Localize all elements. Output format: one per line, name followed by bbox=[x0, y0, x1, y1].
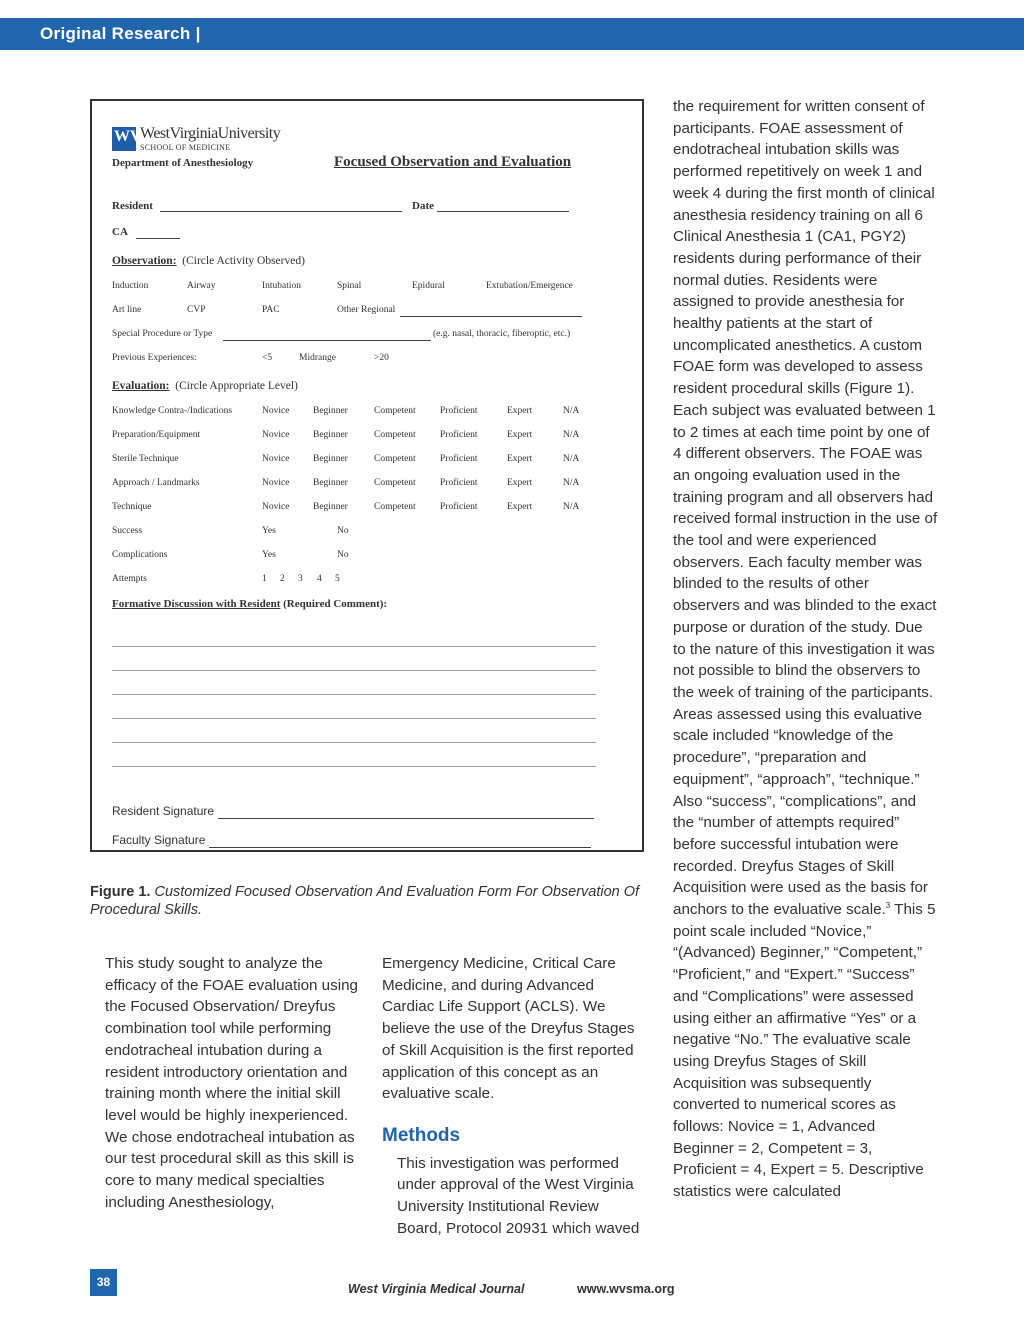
activity-extubation: Extubation/Emergence bbox=[486, 281, 573, 291]
level-expert: Expert bbox=[507, 454, 533, 464]
caption-text: Customized Focused Observation And Evaluation Form For Observation Of Procedural Skills. bbox=[90, 884, 640, 918]
success-yes: Yes bbox=[262, 526, 276, 536]
discussion-heading bbox=[112, 598, 387, 610]
activity-induction: Induction bbox=[112, 281, 149, 291]
page-number: 38 bbox=[90, 1269, 117, 1296]
level-competent: Competent bbox=[374, 502, 416, 512]
level-proficient: Proficient bbox=[440, 406, 478, 416]
level-expert: Expert bbox=[507, 406, 533, 416]
criterion-approach: Approach / Landmarks bbox=[112, 478, 200, 488]
level-competent: Competent bbox=[374, 406, 416, 416]
body-column-middle bbox=[382, 953, 644, 1239]
complications-label: Complications bbox=[112, 550, 168, 560]
observation-hint: (Circle Activity Observed) bbox=[182, 255, 305, 267]
other-regional-line bbox=[400, 316, 582, 317]
activity-pac: PAC bbox=[262, 305, 280, 315]
attempt-4: 4 bbox=[317, 574, 322, 584]
level-expert: Expert bbox=[507, 478, 533, 488]
section-label: Original Research | bbox=[40, 24, 201, 43]
paragraph-intro: This study sought to analyze the efficacy of the FOAE evaluation using the Focused Observation/ Dreyfus combination tool while performing endotracheal intubation during a resident introductory orientation and training month where the initial skill level would be highly inexperienced. We chose endotracheal intubation as our test procedural skill as this skill is core to many medical specialties including Anesthesiology, bbox=[105, 955, 358, 1211]
website-url: www.wvsma.org bbox=[577, 1282, 675, 1296]
success-no: No bbox=[337, 526, 349, 536]
ca-label: CA bbox=[112, 226, 128, 238]
level-novice: Novice bbox=[262, 502, 290, 512]
form-title: Focused Observation and Evaluation bbox=[334, 154, 572, 170]
resident-signature-label: Resident Signature bbox=[112, 804, 215, 818]
level-competent: Competent bbox=[374, 478, 416, 488]
paragraph-methods: This investigation was performed under approval of the West Virginia University Institutional Review Board, Protocol 20931 which waved bbox=[397, 1154, 640, 1237]
level-proficient: Proficient bbox=[440, 430, 478, 440]
discussion-suffix: (Required Comment): bbox=[283, 598, 388, 610]
discussion-line bbox=[112, 766, 596, 767]
faculty-signature-line bbox=[209, 847, 591, 848]
faculty-signature-label: Faculty Signature bbox=[112, 833, 206, 847]
date-label: Date bbox=[412, 200, 434, 212]
methods-text-a: the requirement for written consent of participants. FOAE assessment of endotracheal intubation skills was performed repetitively on week 1 and week 4 during the first month of clinical anesthesia residency training on all 6 Clinical Anesthesia 1 (CA1, PGY2) residents during performance of their normal duties. Residents were assigned to provide anesthesia for healthy patients at the start of uncomplicated anesthetics. A custom FOAE form was developed to assess resident procedural skills (Figure 1). Each subject was evaluated between 1 to 2 times at each time point by one of 4 different observers. The FOAE was an ongoing evaluation used in the training program and all observers had received formal instruction in the use of the tool and were experienced observers. Each faculty member was blinded to the results of other observers and was blinded to the exact purpose or duration of the study. Due to the nature of this investigation it was not possible to blind the observers to the week of training of the participants. Areas assessed using this evaluative scale included “knowledge of the procedure”, “preparation and equipment”, “approach”, “technique.” Also “success”, “complications”, and the “number of attempts required” before successful intubation were recorded. Dreyfus Stages of Skill Acquisition were used as the basis for anchors to the evaluative scale. bbox=[673, 98, 938, 919]
level-na: N/A bbox=[563, 502, 580, 512]
activity-spinal: Spinal bbox=[337, 281, 362, 291]
discussion-line bbox=[112, 646, 596, 647]
level-beginner: Beginner bbox=[313, 430, 348, 440]
criterion-technique: Technique bbox=[112, 502, 152, 512]
previous-option-gt20: >20 bbox=[374, 353, 389, 363]
criterion-preparation: Preparation/Equipment bbox=[112, 430, 201, 440]
criterion-sterile: Sterile Technique bbox=[112, 454, 179, 464]
level-novice: Novice bbox=[262, 430, 290, 440]
attempts-label: Attempts bbox=[112, 574, 147, 584]
level-competent: Competent bbox=[374, 430, 416, 440]
methods-text-b: This 5 point scale included “Novice,” “(Advanced) Beginner,” “Competent,” “Proficient,” and “Expert.” “Success” and “Complications” were assessed using either an affirmative “Yes” or a negative “No.” The evaluative scale using Dreyfus Stages of Skill Acquisition was subsequently converted to numerical scores as follows: Novice = 1, Advanced Beginner = 2, Competent = 3, Proficient = 4, Expert = 5. Descriptive statistics were calculated bbox=[673, 901, 936, 1201]
previous-option-lt5: <5 bbox=[262, 353, 273, 363]
activity-airway: Airway bbox=[187, 281, 216, 291]
attempt-2: 2 bbox=[280, 574, 285, 584]
level-beginner: Beginner bbox=[313, 502, 348, 512]
methods-heading: Methods bbox=[382, 1124, 461, 1146]
level-novice: Novice bbox=[262, 478, 290, 488]
previous-option-midrange: Midrange bbox=[299, 353, 336, 363]
level-na: N/A bbox=[563, 406, 580, 416]
discussion-line bbox=[112, 694, 596, 695]
figure-caption bbox=[90, 883, 650, 919]
observation-label: Observation: bbox=[112, 255, 177, 267]
activity-art-line: Art line bbox=[112, 305, 142, 315]
success-label: Success bbox=[112, 526, 143, 536]
resident-line bbox=[160, 211, 402, 212]
level-beginner: Beginner bbox=[313, 406, 348, 416]
activity-epidural: Epidural bbox=[412, 281, 445, 291]
activity-other-regional: Other Regional bbox=[337, 305, 396, 315]
paragraph-continued: Emergency Medicine, Critical Care Medicine, and during Advanced Cardiac Life Support (ACLS). We believe the use of the Dreyfus Stages of Skill Acquisition is the first reported application of this concept as an evaluative scale. bbox=[382, 955, 635, 1103]
journal-name: West Virginia Medical Journal bbox=[348, 1282, 525, 1296]
resident-label: Resident bbox=[112, 200, 153, 212]
level-na: N/A bbox=[563, 430, 580, 440]
level-expert: Expert bbox=[507, 430, 533, 440]
discussion-line bbox=[112, 670, 596, 671]
attempt-5: 5 bbox=[335, 574, 340, 584]
level-expert: Expert bbox=[507, 502, 533, 512]
resident-signature-line bbox=[218, 818, 594, 819]
level-proficient: Proficient bbox=[440, 478, 478, 488]
attempt-1: 1 bbox=[262, 574, 267, 584]
ca-line bbox=[136, 238, 180, 239]
body-column-right bbox=[673, 96, 938, 1203]
date-line bbox=[437, 211, 569, 212]
attempt-3: 3 bbox=[298, 574, 303, 584]
university-name: WestVirginiaUniversity bbox=[140, 125, 281, 142]
level-proficient: Proficient bbox=[440, 454, 478, 464]
evaluation-heading bbox=[112, 380, 298, 392]
level-novice: Novice bbox=[262, 454, 290, 464]
department-name: Department of Anesthesiology bbox=[112, 157, 254, 169]
special-procedure-hint: (e.g. nasal, thoracic, fiberoptic, etc.) bbox=[433, 329, 571, 339]
school-name: SCHOOL OF MEDICINE bbox=[140, 143, 231, 152]
previous-experiences-label: Previous Experiences: bbox=[112, 353, 197, 363]
evaluation-hint: (Circle Appropriate Level) bbox=[175, 380, 298, 392]
discussion-line bbox=[112, 718, 596, 719]
observation-heading bbox=[112, 255, 305, 267]
caption-label: Figure 1. bbox=[90, 884, 151, 900]
special-procedure-label: Special Procedure or Type bbox=[112, 329, 213, 339]
special-procedure-line bbox=[223, 340, 431, 341]
discussion-line bbox=[112, 742, 596, 743]
level-beginner: Beginner bbox=[313, 478, 348, 488]
level-novice: Novice bbox=[262, 406, 290, 416]
complications-yes: Yes bbox=[262, 550, 276, 560]
level-competent: Competent bbox=[374, 454, 416, 464]
reference-superscript: 3 bbox=[885, 900, 891, 910]
paragraph-methods-continued bbox=[673, 96, 938, 1203]
level-na: N/A bbox=[563, 454, 580, 464]
criterion-knowledge: Knowledge Contra-/Indications bbox=[112, 406, 233, 416]
complications-no: No bbox=[337, 550, 349, 560]
wvu-logo-icon bbox=[112, 127, 142, 151]
activity-intubation: Intubation bbox=[262, 281, 302, 291]
header-bar bbox=[0, 18, 1024, 50]
figure-form bbox=[90, 99, 644, 852]
evaluation-label: Evaluation: bbox=[112, 380, 170, 392]
level-proficient: Proficient bbox=[440, 502, 478, 512]
activity-cvp: CVP bbox=[187, 305, 206, 315]
discussion-label: Formative Discussion with Resident bbox=[112, 598, 281, 610]
level-na: N/A bbox=[563, 478, 580, 488]
body-column-left bbox=[90, 953, 358, 1213]
wvu-logo-initials: WV bbox=[114, 128, 142, 145]
level-beginner: Beginner bbox=[313, 454, 348, 464]
